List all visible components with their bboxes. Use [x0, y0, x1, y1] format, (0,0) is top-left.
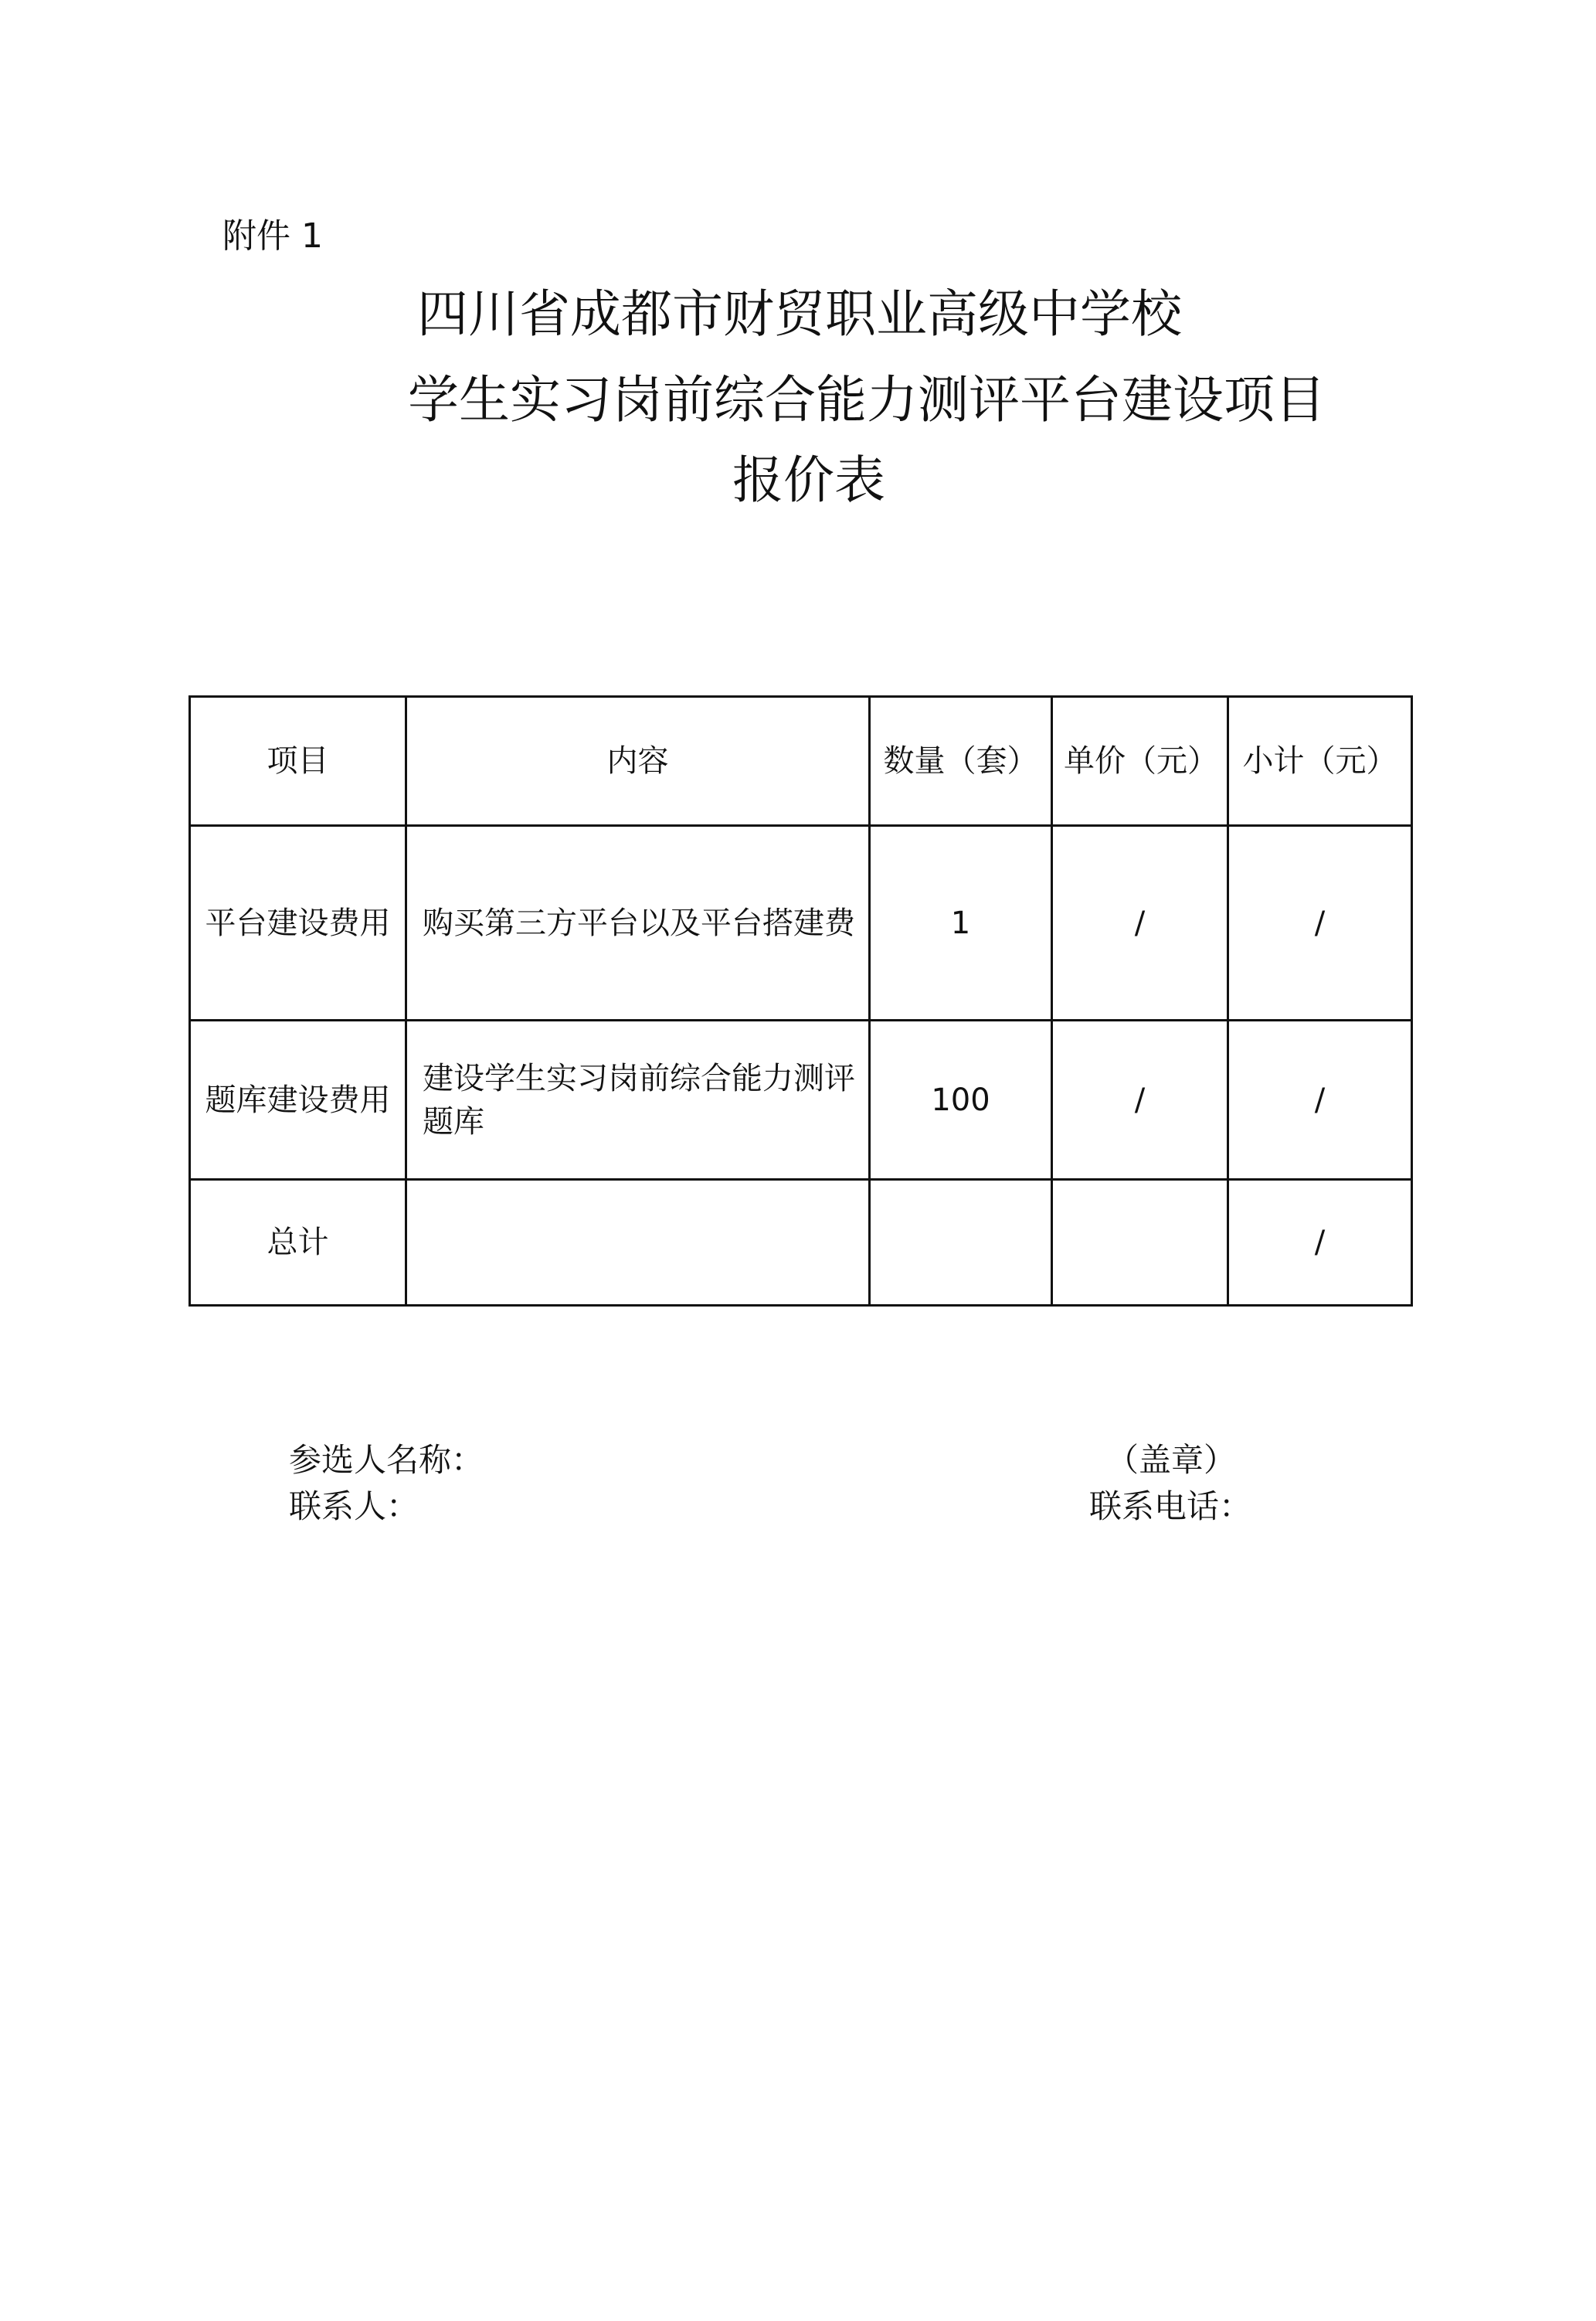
- cell-item: 题库建设费用: [190, 1021, 406, 1180]
- cell-quantity: [870, 1180, 1052, 1306]
- cell-unit-price: /: [1052, 826, 1228, 1021]
- cell-content: 建设学生实习岗前综合能力测评题库: [406, 1021, 870, 1180]
- header-unit-price: 单价（元）: [1052, 697, 1228, 826]
- title-line-2: 学生实习岗前综合能力测评平台建设项目: [408, 370, 1326, 430]
- table-header-row: [190, 697, 1412, 826]
- attachment-label: 附件 1: [222, 216, 323, 256]
- cell-quantity: 1: [870, 826, 1052, 1021]
- table-row: [190, 826, 1412, 1021]
- cell-item: 平台建设费用: [190, 826, 406, 1021]
- cell-unit-price: [1052, 1180, 1228, 1306]
- header-quantity: 数量（套）: [870, 697, 1052, 826]
- cell-subtotal: /: [1228, 826, 1412, 1021]
- header-subtotal: 小计（元）: [1228, 697, 1412, 826]
- contact-label: 联系人：: [289, 1487, 419, 1525]
- seal-label: （盖章）: [1106, 1441, 1237, 1479]
- cell-unit-price: /: [1052, 1021, 1228, 1180]
- table-total-row: [190, 1180, 1412, 1306]
- cell-subtotal: /: [1228, 1021, 1412, 1180]
- bidder-name-label: 参选人名称：: [289, 1441, 484, 1479]
- cell-total-label: 总计: [190, 1180, 406, 1306]
- header-content: 内容: [406, 697, 870, 826]
- cell-quantity: 100: [870, 1021, 1052, 1180]
- title-line-3: 报价表: [732, 450, 885, 510]
- phone-label: 联系电话：: [1089, 1487, 1252, 1525]
- quote-table: [188, 695, 1413, 1307]
- cell-content: 购买第三方平台以及平台搭建费: [406, 826, 870, 1021]
- title-line-1: 四川省成都市财贸职业高级中学校: [417, 284, 1182, 344]
- cell-content: [406, 1180, 870, 1306]
- cell-subtotal: /: [1228, 1180, 1412, 1306]
- table-row: [190, 1021, 1412, 1180]
- header-item: 项目: [190, 697, 406, 826]
